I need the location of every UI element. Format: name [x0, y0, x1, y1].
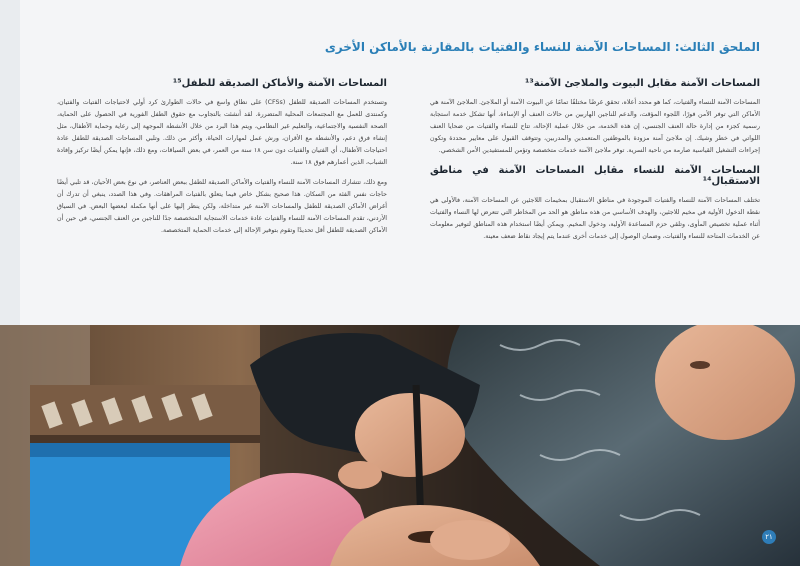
- paragraph-cfs-1: وتستخدم المساحات الصديقة للطفل (CFSs) على نطاق واسع في حالات الطوارئ كرد أولي لاحتياجات الفتيات والفتيان، وكمنتدى للعمل مع المجتمعات المحلية المتضررة. لقد أنشئت بالتجاوب مع حقوق الطفل الفورية في الحصول على الحماية، الصحة النفسية والاجتماعية، والتعليم غير النظامي، ويتم هذا البرد من خلال الأنشطة الموجهة إلى رعاية وحماية الأطفال، مثل إنشاء فرق دعم، والأنشطة مع الأقران، ورش عمل لمهارات الحياة، وأكثر من ذلك. وتلبي المساحات الصديقة للطفل عادة احتياجات الأطفال، أي الفتيان والفتيات دون سن ١٨ سنة من العمر، في بعض السياقات، ومع ذلك، فإنها يمكن أيضًا تركيز وإفادة الشباب، الذين أعمارهم فوق ١٨ سنة.: [57, 99, 387, 166]
- heading-child-friendly-spaces: المساحات الآمنة والأماكن الصديقة للطفل¹⁵: [172, 78, 387, 89]
- paragraph-reception: تختلف المساحات الآمنة للنساء والفتيات الموجودة في مناطق الاستقبال بمخيمات اللاجئين عن المساحات الآمنة، فالأولى هي نقطة الدخول الأولية في مخيم للاجئين، والهدف الأساسي من هذه مناطق هو الحد من المخاطر التي تتعرض لها النساء والفتيات أثناء عملية تخصيص المأوى، وتلقي حزم المساعدة الأولية، ودخول المخيم. ويمكن أيضًا استخدام هذه المناطق لتوفير معلومات عن الخدمات المتاحة للنساء والفتيات، وضمان الوصول إلى خدمات أخرى عندما يتم إيجاد نقاط ضعف معينة.: [430, 197, 760, 240]
- heading-safe-spaces-vs-shelters: المساحات الآمنة مقابل البيوت والملاجئ الآمنة¹³: [525, 78, 760, 89]
- paragraph-shelters: المساحات الآمنة للنساء والفتيات، كما هو محدد أعلاه، تحقق غرضًا مختلفًا تمامًا عن البيوت الآمنة أو الملاجئ. الملاجئ الآمنة هي الأماكن التي توفر الأمن فورًا، اللجوء المؤقت، والدعم للناجين الهاربين من حالات العنف أو الإساءة. أنها تشكل خدمة استجابة رسمية كجزء من إدارة حالة العنف الجنسي، إن هذه الخدمة، من خلال عملية الإحالة، تتاح للنساء والفتيات من ضحايا العنف اللواتي في خطر وشيك. إن ملاجئ آمنة مزودة بالموظفين المتعمدين والمدربين، وتتوقف القبول على معايير محددة وتكون إجراءات التشغيل القياسية صارمة من ناحية السرية. توفر ملاجئ الآمنة خدمات متخصصة وتؤمن للمستفيدين الأمن الشخصي.: [430, 99, 760, 154]
- left-column: [57, 78, 387, 245]
- page-number-badge: ٢١: [762, 530, 776, 544]
- makeup-lesson-photo: [0, 325, 800, 566]
- heading-safe-spaces-vs-reception: المساحات الآمنة للنساء مقابل المساحات الآمنة في مناطق الاستقبال¹⁴: [430, 165, 760, 187]
- right-column: [430, 78, 760, 251]
- annex-title: الملحق الثالث: المساحات الآمنة للنساء والفتيات بالمقارنة بالأماكن الأخرى: [324, 40, 760, 54]
- paragraph-cfs-2: ومع ذلك، تتشارك المساحات الآمنة للنساء والفتيات والأماكن الصديقة للطفل ببعض العناصر، في نوع بعض الأحيان، قد تلبي أيضًا حاجات نفس الفئة من السكان. هذا صحيح بشكل خاص فيما يتعلق بالفتيات المراهقات. وفي هذا الصدد، ينبغي أن تدرك أن أغراض الأماكن الصديقة للطفل والمساحات الآمنة غير متداخلة، ولكن ينظر إليها على أنها مكملة لبعضها البعض. في السياق الأردني، تقدم المساحات الآمنة للنساء والفتيات عادة خدمات الاستجابة المتخصصة جدًا للناجين من العنف الجنسي، في حين أن الأماكن الصديقة للطفل أقل تحديدًا وتقوم بتوفير الإحالة إلى خدمات الحماية المتخصصة.: [57, 179, 387, 234]
